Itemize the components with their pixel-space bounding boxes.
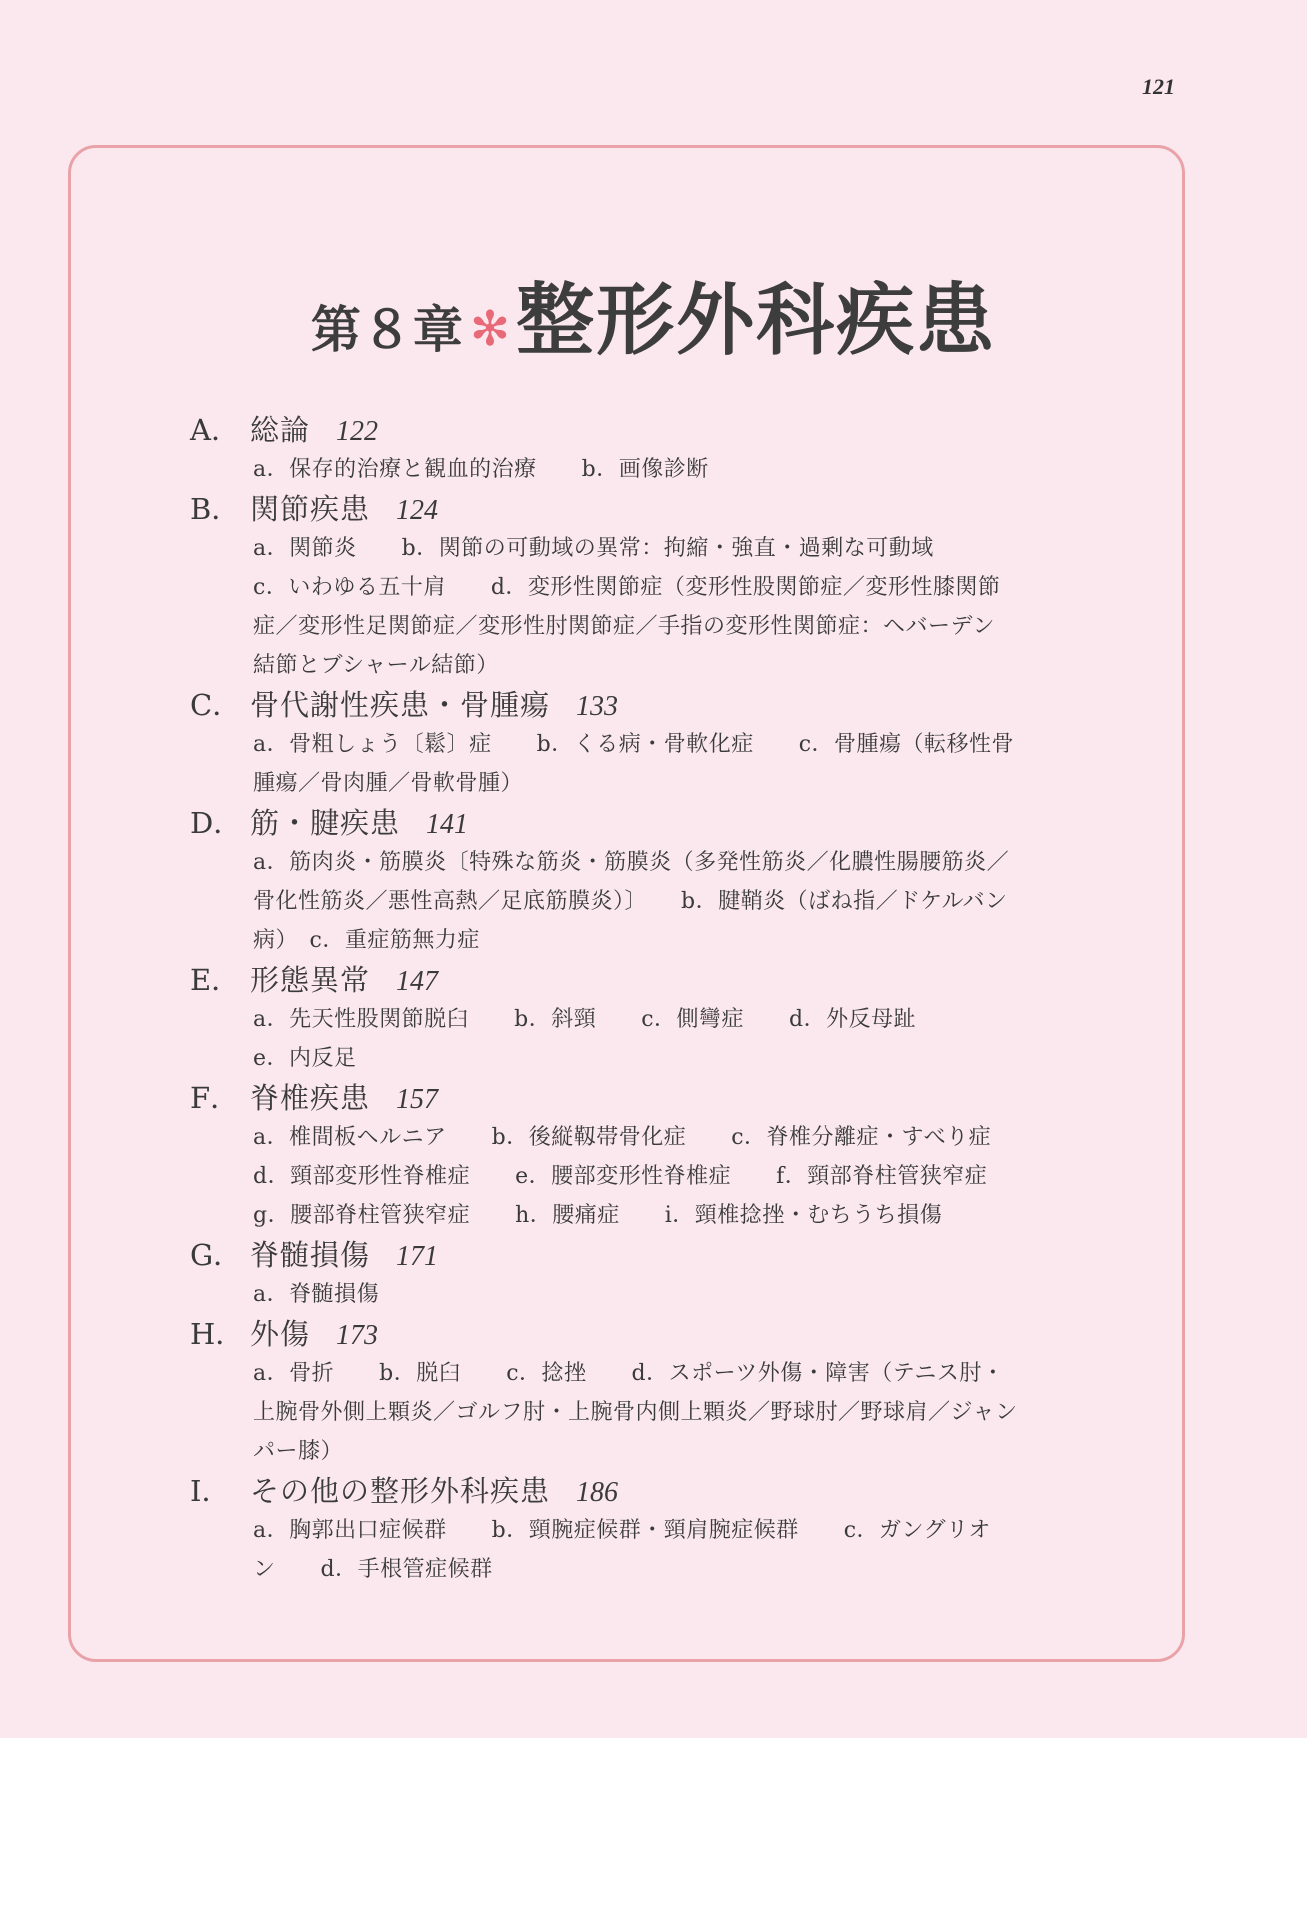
section-letter: D． (190, 806, 243, 840)
section-page-number: 147 (396, 966, 439, 997)
section-heading (190, 1078, 1080, 1118)
section-body (190, 1275, 1080, 1314)
section-heading (190, 489, 1080, 529)
toc-section (190, 1078, 1080, 1235)
page-number: 121 (1142, 74, 1175, 99)
section-body (190, 529, 1080, 685)
subtopic-line: a．骨折 b．脱臼 c．捻挫 d．スポーツ外傷・障害（テニス肘・ (253, 1361, 1005, 1386)
toc-section (190, 1314, 1080, 1471)
chapter-name: 整形外科疾患 (516, 276, 997, 366)
subtopic-line: a．保存的治療と観血的治療 b．画像診断 (253, 457, 709, 482)
section-letter: F． (190, 1081, 240, 1115)
toc-section (190, 803, 1080, 960)
subtopic-line: a．脊髄損傷 (253, 1282, 380, 1307)
toc-section (190, 960, 1080, 1078)
section-body (190, 1511, 1080, 1589)
section-heading (190, 803, 1080, 843)
subtopic-line: a．先天性股関節脱臼 b．斜頸 c．側彎症 d．外反母趾 (253, 1007, 917, 1032)
section-letter: I． (190, 1474, 231, 1508)
toc-section (190, 685, 1080, 803)
section-title: 脊髄損傷 (250, 1238, 371, 1272)
section-letter: E． (190, 963, 241, 997)
section-page-number: 157 (396, 1084, 439, 1115)
subtopic-line: 結節とブシャール結節） (253, 653, 499, 678)
section-page-number: 124 (396, 495, 439, 526)
section-title: 骨代謝性疾患・骨腫瘍 (250, 688, 551, 722)
section-title: 形態異常 (250, 963, 371, 997)
section-body (190, 1354, 1080, 1471)
subtopic-line: a．骨粗しょう〔鬆〕症 b．くる病・骨軟化症 c．骨腫瘍（転移性骨 (253, 732, 1015, 757)
section-page-number: 133 (576, 691, 619, 722)
section-page-number: 173 (336, 1320, 379, 1351)
subtopic-line: ン d．手根管症候群 (253, 1557, 493, 1582)
section-title: 総論 (250, 413, 311, 447)
subtopic-line: c．いわゆる五十肩 d．変形性関節症（変形性股関節症／変形性膝関節 (253, 575, 1001, 600)
subtopic-line: パー膝） (253, 1439, 344, 1464)
table-of-contents (190, 410, 1080, 1589)
section-body (190, 450, 1080, 489)
chapter-number: 第８章 (310, 301, 464, 359)
toc-section (190, 1235, 1080, 1314)
subtopic-line: 上腕骨外側上顆炎／ゴルフ肘・上腕骨内側上顆炎／野球肘／野球肩／ジャン (253, 1400, 1018, 1425)
section-page-number: 171 (396, 1241, 439, 1272)
section-letter: A． (190, 413, 240, 447)
flower-icon: ✻ (469, 301, 511, 357)
subtopic-line: e．内反足 (253, 1046, 357, 1071)
subtopic-line: 腫瘍／骨肉腫／骨軟骨腫） (253, 771, 524, 796)
subtopic-line: 症／変形性足関節症／変形性肘関節症／手指の変形性関節症：ヘバーデン (253, 614, 996, 639)
section-heading (190, 960, 1080, 1000)
section-title: 外傷 (250, 1317, 311, 1351)
section-page-number: 122 (336, 416, 379, 447)
toc-section (190, 489, 1080, 685)
section-title: 脊椎疾患 (250, 1081, 371, 1115)
section-heading (190, 685, 1080, 725)
toc-section (190, 1471, 1080, 1589)
section-letter: H． (190, 1317, 245, 1351)
toc-section (190, 410, 1080, 489)
subtopic-line: a．筋肉炎・筋膜炎〔特殊な筋炎・筋膜炎（多発性筋炎／化膿性腸腰筋炎／ (253, 850, 1010, 875)
subtopic-line: d．頸部変形性脊椎症 e．腰部変形性脊椎症 f．頸部脊柱管狭窄症 (253, 1164, 988, 1189)
section-title: 関節疾患 (250, 492, 371, 526)
section-letter: G． (190, 1238, 243, 1272)
section-title: その他の整形外科疾患 (250, 1474, 551, 1508)
section-title: 筋・腱疾患 (250, 806, 401, 840)
section-page-number: 141 (426, 809, 469, 840)
subtopic-line: g．腰部脊柱管狭窄症 h．腰痛症 i．頸椎捻挫・むちうち損傷 (253, 1203, 943, 1228)
section-page-number: 186 (576, 1477, 619, 1508)
subtopic-line: a．胸郭出口症候群 b．頸腕症候群・頸肩腕症候群 c．ガングリオ (253, 1518, 991, 1543)
chapter-title (0, 258, 1307, 370)
subtopic-line: a．椎間板ヘルニア b．後縦靱帯骨化症 c．脊椎分離症・すべり症 (253, 1125, 992, 1150)
section-heading (190, 1471, 1080, 1511)
subtopic-line: 骨化性筋炎／悪性高熱／足底筋膜炎）〕 b．腱鞘炎（ばね指／ドケルバン (253, 889, 1008, 914)
section-body (190, 843, 1080, 960)
section-body (190, 1118, 1080, 1235)
section-body (190, 725, 1080, 803)
section-letter: C． (190, 688, 242, 722)
section-heading (190, 1235, 1080, 1275)
subtopic-line: 病） c．重症筋無力症 (253, 928, 480, 953)
section-heading (190, 1314, 1080, 1354)
section-letter: B． (190, 492, 241, 526)
section-body (190, 1000, 1080, 1078)
subtopic-line: a．関節炎 b．関節の可動域の異常：拘縮・強直・過剰な可動域 (253, 536, 934, 561)
section-heading (190, 410, 1080, 450)
